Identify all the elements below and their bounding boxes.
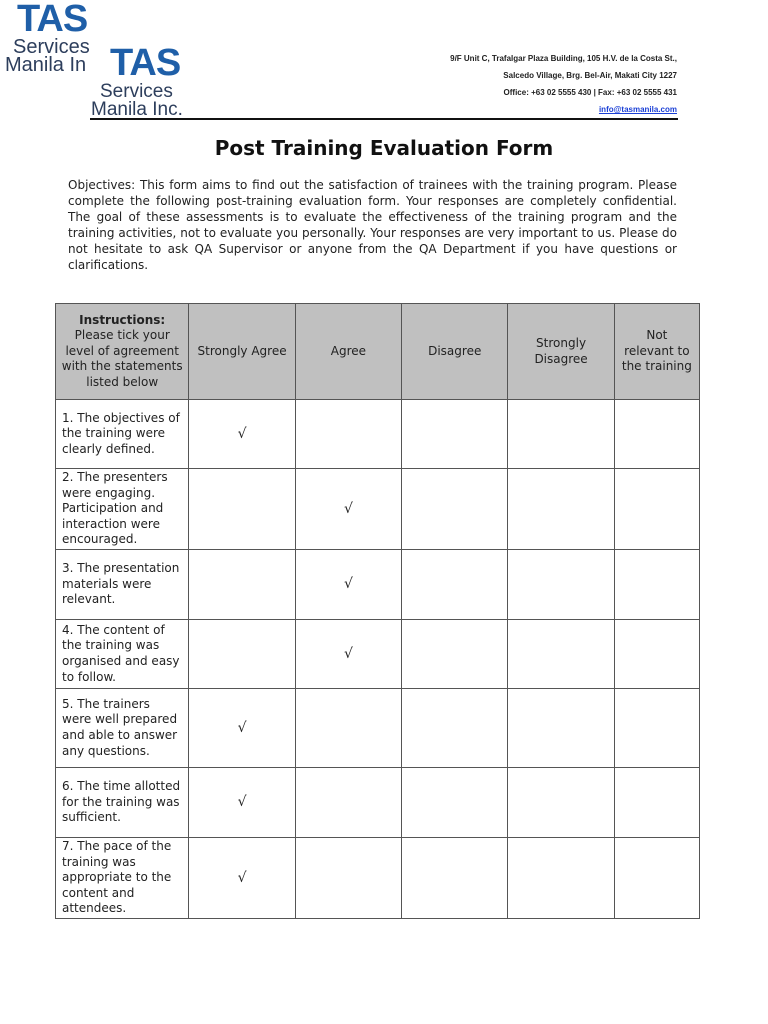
logo-acronym: TAS <box>110 42 181 84</box>
company-logo-partial <box>5 0 95 75</box>
company-address <box>450 50 677 118</box>
logo-line-manila: Manila Inc. <box>91 99 183 120</box>
response-cell-disagree[interactable] <box>402 837 508 918</box>
statement-cell: 1. The objectives of the training were clearly defined. <box>56 400 189 469</box>
response-cell-strongly-agree[interactable] <box>189 549 295 619</box>
response-cell-strongly-disagree[interactable] <box>508 688 614 767</box>
statement-cell: 7. The pace of the training was appropriate to the content and attendees. <box>56 837 189 918</box>
response-cell-agree[interactable] <box>295 688 401 767</box>
response-cell-strongly-disagree[interactable] <box>508 767 614 837</box>
response-cell-disagree[interactable] <box>402 549 508 619</box>
statement-cell: 5. The trainers were well prepared and able to answer any questions. <box>56 688 189 767</box>
response-cell-strongly-agree[interactable] <box>189 619 295 688</box>
statement-cell: 6. The time allotted for the training was sufficient. <box>56 767 189 837</box>
table-row <box>56 837 700 918</box>
table-row <box>56 549 700 619</box>
response-cell-strongly-disagree[interactable] <box>508 400 614 469</box>
response-cell-agree[interactable]: √ <box>295 619 401 688</box>
table-row <box>56 619 700 688</box>
table-row <box>56 688 700 767</box>
instructions-text: Please tick your level of agreement with the statements listed below <box>61 328 183 389</box>
evaluation-table <box>55 303 700 919</box>
response-cell-agree[interactable]: √ <box>295 549 401 619</box>
statement-cell: 2. The presenters were engaging. Participation and interaction were encouraged. <box>56 469 189 550</box>
column-header-strongly-disagree: Strongly Disagree <box>508 304 614 400</box>
response-cell-not-relevant[interactable] <box>614 767 699 837</box>
statement-cell: 3. The presentation materials were relevant. <box>56 549 189 619</box>
column-header-disagree: Disagree <box>402 304 508 400</box>
address-contact-line: Office: +63 02 5555 430 | Fax: +63 02 5555 431 <box>503 88 677 97</box>
instructions-header <box>56 304 189 400</box>
response-cell-not-relevant[interactable] <box>614 837 699 918</box>
table-row <box>56 400 700 469</box>
address-line-1: 9/F Unit C, Trafalgar Plaza Building, 105 H.V. de la Costa St., <box>450 54 677 63</box>
response-cell-strongly-disagree[interactable] <box>508 549 614 619</box>
statement-cell: 4. The content of the training was organised and easy to follow. <box>56 619 189 688</box>
response-cell-not-relevant[interactable] <box>614 400 699 469</box>
table-row <box>56 469 700 550</box>
response-cell-not-relevant[interactable] <box>614 619 699 688</box>
response-cell-strongly-agree[interactable]: √ <box>189 767 295 837</box>
logo-line-manila: Manila In <box>5 54 87 75</box>
response-cell-agree[interactable] <box>295 767 401 837</box>
form-title: Post Training Evaluation Form <box>214 136 554 160</box>
response-cell-disagree[interactable] <box>402 400 508 469</box>
response-cell-strongly-disagree[interactable] <box>508 619 614 688</box>
company-logo <box>90 44 190 119</box>
objectives-paragraph: Objectives: This form aims to find out the satisfaction of trainees with the training program. Please complete the following post-training evaluation form. Your responses are completely confidential. The goal of these assessments is to evaluate the effectiveness of the training program and the training activities, not to evaluate you personally. Your responses are very important to us. Please do not hesitate to ask QA Supervisor or anyone from the QA Department if you have questions or clarifications. <box>68 178 677 272</box>
response-cell-strongly-agree[interactable]: √ <box>189 400 295 469</box>
logo-line-services: Services <box>100 81 173 102</box>
response-cell-strongly-agree[interactable]: √ <box>189 837 295 918</box>
response-cell-agree[interactable] <box>295 837 401 918</box>
address-line-2: Salcedo Village, Brg. Bel-Air, Makati City 1227 <box>503 71 677 80</box>
response-cell-not-relevant[interactable] <box>614 688 699 767</box>
instructions-title: Instructions: <box>79 312 166 327</box>
header-divider <box>90 118 678 120</box>
response-cell-disagree[interactable] <box>402 619 508 688</box>
logo-acronym: TAS <box>17 0 88 40</box>
response-cell-not-relevant[interactable] <box>614 469 699 550</box>
column-header-agree: Agree <box>295 304 401 400</box>
response-cell-agree[interactable] <box>295 400 401 469</box>
response-cell-strongly-agree[interactable] <box>189 469 295 550</box>
response-cell-disagree[interactable] <box>402 469 508 550</box>
response-cell-disagree[interactable] <box>402 767 508 837</box>
logo-line-services: Services <box>13 36 90 58</box>
column-header-not-relevant: Not relevant to the training <box>614 304 699 400</box>
table-header-row <box>56 304 700 400</box>
response-cell-strongly-disagree[interactable] <box>508 837 614 918</box>
response-cell-not-relevant[interactable] <box>614 549 699 619</box>
email-link[interactable]: info@tasmanila.com <box>598 105 677 114</box>
response-cell-disagree[interactable] <box>402 688 508 767</box>
response-cell-strongly-disagree[interactable] <box>508 469 614 550</box>
column-header-strongly-agree: Strongly Agree <box>189 304 295 400</box>
response-cell-agree[interactable]: √ <box>295 469 401 550</box>
response-cell-strongly-agree[interactable]: √ <box>189 688 295 767</box>
table-row <box>56 767 700 837</box>
